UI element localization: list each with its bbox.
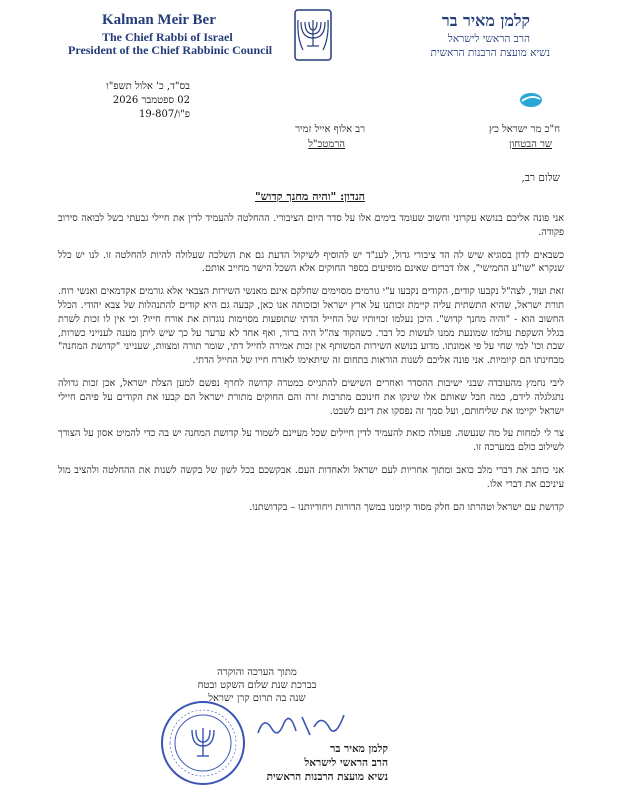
signature-title-1: הרב הראשי לישראל [304,757,388,769]
hebrew-letterhead [340,12,560,60]
gregorian-date: 02 ספטמבר 2026 [112,95,190,106]
greeting: שלום רב, [521,172,560,184]
signature-block [228,742,388,784]
sphere-logo-icon [519,92,543,108]
paragraph-3: זאת ועוד, לצה"ל נקבעו קודים, הקודים נקבעו ע"י גורמים מסוימים שחלקם אינם מאנשי השירות הצבאי אלא גורמים אקדמאים ואנשי רוח. תורת ישראל, שהיא התשתית עליה קיימת זכותנו על ארץ ישראל ובזכותה אנו כאן, קבעה גם היא קודים להתנהלות של צבא יהודי. הכלל החשוב הוא - "והיה מחנך קדוש". היכן נעלמו זכויותיו של החייל הדתי שתופעות מסוימות נוגדות את אורח חייו? וכי אין לו זכות לשרת בגלל השקפת עולמו שמונעת ממנו לעשות כל דבר. כשהקוד צה"ל היה ברור, ואף אחד לא ערער על כך שיש ליתן מענה לענייני כשרות, שבת וכו' למי שחי על פי אמונתו. מדוע בנושא השירות המשותף אין זכות אמירה לחייל דתי, שומר תורה ומצוות, שענייני "קדושת המחנה" מבחינתו הם קיומיות. אני פונה אליכם לשנות הוראות בתחום זה שיתאימו לאורח חייו של החייל הדתי. [58,286,564,367]
paragraph-2: כשבאים לדון בסוגיא שיש לה הד ציבורי גדול, לענ"ד יש להוסיף לשיקול הדעת גם את השלכה שעלולה להיות להחלטה זו. לנו יש כלל שנקרא "שו"ע החמישי", אלו דברים שאינם מופיעים בספר החוקים אלא השכל הישר מחייב אותם. [58,249,564,275]
handwritten-signature [250,705,360,745]
addressee-right-role: שר הבטחון [509,139,552,150]
addressee-right [410,122,560,152]
closing-line-1: מתוך הערכה והוקרה [217,667,297,678]
hebrew-name: קלמן מאיר בר [441,11,530,30]
english-title-2: President of the Chief Rabbinic Council [68,43,273,57]
paragraph-1: אני פונה אליכם בנושא עקרוני וחשוב שעומד בימים אלו על סדר היום הציבורי. ההחלטה להעמיד לדין את חיילי גבעתי בשל לבואה סירוב פקודה. [58,213,564,238]
addressee-left-name: רב אלוף אייל זמיר [295,124,365,135]
menorah-emblem-icon [293,8,333,64]
paragraph-5: צר לי למחות על מה שנעשה. פעולה כזאת להעמיד לדין חיילים שכל מעיינם לשמור על קדושת המחנה יש בה כדי להמיט אסון על הצורך לשילוב כולם במערכה זו. [58,428,564,454]
paragraph-4: ליבי נחמץ מהעובדה שבני ישיבות ההסדר ואחרים השישים להתגייס במטרה קדושה לחרף נפשם למען הצלת ישראל, אכן זכות גדולה נתגלגלה לידם, כמה חבל שאותם אלו שינקו את חינוכם מתרבות זרה והם החוקים מתורת ישראל הם קבעו את הקודים על פיהם חיילי ישראל יקיימו את שליחותם, ועל סמך זה נפסקו את דינם לשבט. [58,377,564,417]
reference-number: פ"ו/19-807 [139,109,190,120]
english-title-1: The Chief Rabbi of Israel [102,30,233,44]
closing-line-2: בברכת שנת שלום השקט ובטח [197,680,317,691]
paragraph-6: אני כותב את דברי מלב כואב ומתוך אחריות לעם ישראל ולאחדות העם. אבקשכם בכל לשון של בקשה לשנות את ההחלטה ולהציב מול עיניכם את דברי אלו. [58,464,564,490]
hebrew-title-1: הרב הראשי לישראל [447,33,530,45]
closing-line-3: שנה בה תרום קרן ישראל [208,693,306,704]
signature-title-2: נשיא מועצת הרבנות הראשית [266,771,388,783]
letter-body [58,212,564,514]
addressee-left-role: הרמטכ"ל [308,139,345,150]
addressee-right-name: ח"כ מר ישראל כץ [488,124,560,135]
paragraph-7: קדושת עם ישראל וטהרתו הם חלק מסוד קיומנו במשך הדורות ויחודיותנו – בקדושתנו. [249,501,564,513]
english-letterhead [62,12,282,57]
signature-name: קלמן מאיר בר [330,743,388,755]
letter-meta [60,80,190,122]
english-name: Kalman Meir Ber [102,12,216,28]
addressee-left [225,122,365,152]
letter-subject: הנדון: "והיה מחנך קדוש" [255,190,365,203]
hebrew-date: בס"ד, כ' אלול תשפ"ו [106,81,190,92]
hebrew-title-2: נשיא מועצת הרבנות הראשית [430,47,550,59]
